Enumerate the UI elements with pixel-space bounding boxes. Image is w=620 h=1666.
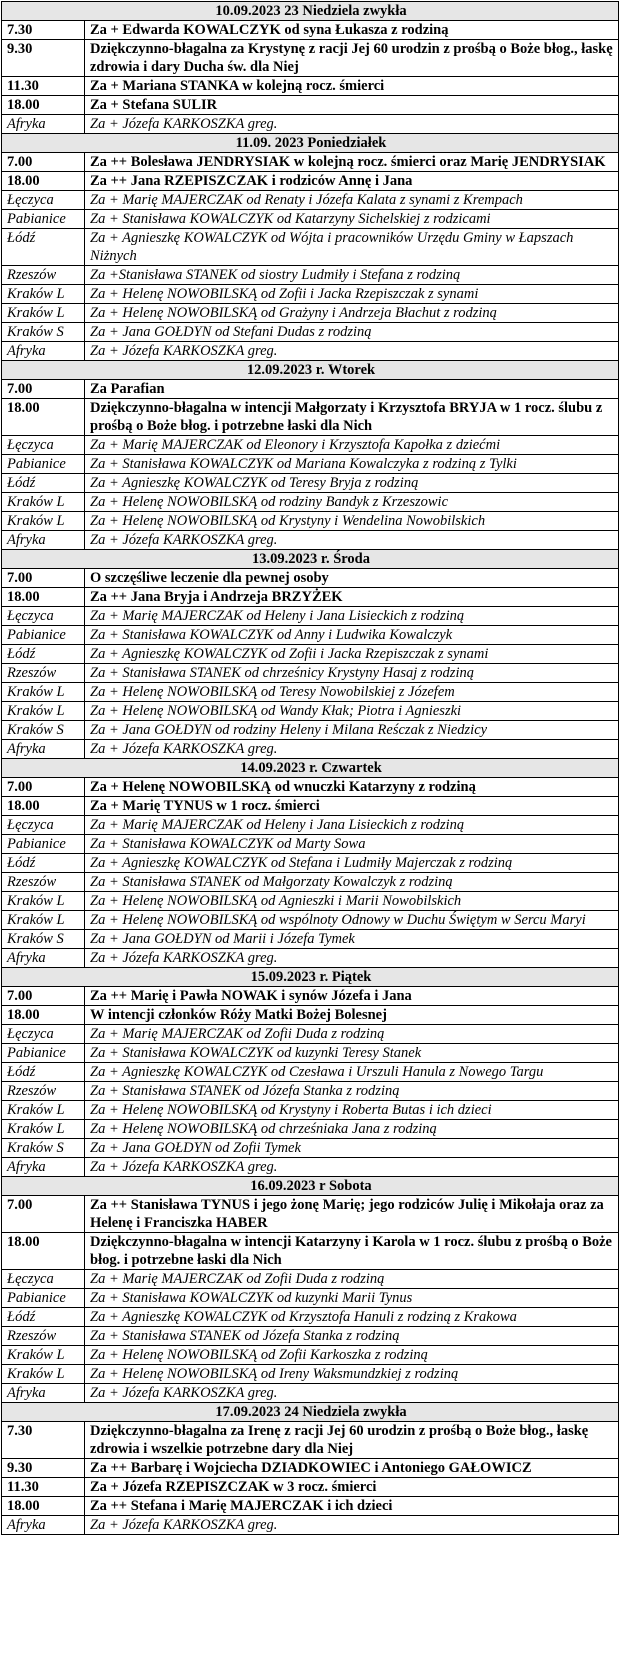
intention-text: Za + Jana GOŁDYN od Zofii Tymek (85, 1139, 619, 1158)
location-label: Kraków L (2, 702, 85, 721)
location-label: Rzeszów (2, 266, 85, 285)
intention-text: Dziękczynno-błagalna za Krystynę z racji Jej 60 urodzin z prośbą o Boże błog., łaskę zdrowia i dary Ducha św. dla Niej (85, 40, 619, 77)
day-header: 13.09.2023 r. Środa (2, 550, 619, 569)
location-label: Łęczyca (2, 1270, 85, 1289)
intention-text: Za + Agnieszkę KOWALCZYK od Zofii i Jacka Rzepiszczak z synami (85, 645, 619, 664)
location-label: Łęczyca (2, 607, 85, 626)
external-intention-row (2, 854, 619, 873)
external-intention-row (2, 664, 619, 683)
intention-text: Za + Helenę NOWOBILSKĄ od wnuczki Katarzyny z rodziną (85, 778, 619, 797)
location-label: Afryka (2, 949, 85, 968)
location-label: Kraków S (2, 323, 85, 342)
external-intention-row (2, 1063, 619, 1082)
mass-intention-row (2, 380, 619, 399)
external-intention-row (2, 191, 619, 210)
intention-text: Za + Agnieszkę KOWALCZYK od Teresy Bryja z rodziną (85, 474, 619, 493)
external-intention-row (2, 892, 619, 911)
day-header-row (2, 361, 619, 380)
external-intention-row (2, 607, 619, 626)
location-label: Kraków L (2, 512, 85, 531)
external-intention-row (2, 474, 619, 493)
intention-text: Za + Józefa KARKOSZKA greg. (85, 531, 619, 550)
intention-text: Za + Helenę NOWOBILSKĄ od rodziny Bandyk z Krzeszowic (85, 493, 619, 512)
mass-intention-row (2, 1478, 619, 1497)
location-label: Kraków L (2, 304, 85, 323)
location-label: Kraków L (2, 683, 85, 702)
day-header: 12.09.2023 r. Wtorek (2, 361, 619, 380)
intention-text: Za + Stanisława STANEK od chrześnicy Krystyny Hasaj z rodziną (85, 664, 619, 683)
location-label: Kraków L (2, 911, 85, 930)
day-header: 14.09.2023 r. Czwartek (2, 759, 619, 778)
external-intention-row (2, 835, 619, 854)
intention-text: Za + Helenę NOWOBILSKĄ od Grażyny i Andrzeja Błachut z rodziną (85, 304, 619, 323)
mass-time: 18.00 (2, 588, 85, 607)
mass-time: 18.00 (2, 1497, 85, 1516)
mass-intention-row (2, 96, 619, 115)
location-label: Kraków L (2, 493, 85, 512)
external-intention-row (2, 304, 619, 323)
external-intention-row (2, 1289, 619, 1308)
intention-text: Za + Józefa KARKOSZKA greg. (85, 342, 619, 361)
mass-time: 18.00 (2, 172, 85, 191)
mass-intentions-body (2, 2, 619, 1535)
day-header-row (2, 968, 619, 987)
intention-text: Za + Marię MAJERCZAK od Heleny i Jana Lisieckich z rodziną (85, 816, 619, 835)
location-label: Rzeszów (2, 664, 85, 683)
intention-text: Za + Agnieszkę KOWALCZYK od Wójta i pracowników Urzędu Gminy w Łapszach Niżnych (85, 229, 619, 266)
intention-text: Za ++ Stefana i Marię MAJERCZAK i ich dzieci (85, 1497, 619, 1516)
location-label: Afryka (2, 1158, 85, 1177)
location-label: Pabianice (2, 455, 85, 474)
mass-time: 9.30 (2, 40, 85, 77)
location-label: Łódź (2, 645, 85, 664)
mass-intention-row (2, 569, 619, 588)
location-label: Afryka (2, 342, 85, 361)
external-intention-row (2, 1516, 619, 1535)
location-label: Pabianice (2, 210, 85, 229)
mass-intention-row (2, 40, 619, 77)
intention-text: Za + Józefa KARKOSZKA greg. (85, 949, 619, 968)
intention-text: Za + Stanisława KOWALCZYK od Mariana Kowalczyka z rodziną z Tylki (85, 455, 619, 474)
day-header-row (2, 1403, 619, 1422)
day-header: 15.09.2023 r. Piątek (2, 968, 619, 987)
day-header-row (2, 134, 619, 153)
external-intention-row (2, 1044, 619, 1063)
intention-text: Za + Agnieszkę KOWALCZYK od Stefana i Ludmiły Majerczak z rodziną (85, 854, 619, 873)
mass-time: 18.00 (2, 1006, 85, 1025)
intention-text: Za + Stanisława KOWALCZYK od Marty Sowa (85, 835, 619, 854)
external-intention-row (2, 1384, 619, 1403)
intention-text: Za + Helenę NOWOBILSKĄ od Krystyny i Wendelina Nowobilskich (85, 512, 619, 531)
location-label: Afryka (2, 115, 85, 134)
location-label: Łódź (2, 1308, 85, 1327)
location-label: Łęczyca (2, 436, 85, 455)
mass-time: 9.30 (2, 1459, 85, 1478)
external-intention-row (2, 1158, 619, 1177)
intention-text: Za + Stanisława STANEK od Małgorzaty Kowalczyk z rodziną (85, 873, 619, 892)
external-intention-row (2, 721, 619, 740)
location-label: Kraków L (2, 1120, 85, 1139)
mass-intention-row (2, 778, 619, 797)
mass-time: 18.00 (2, 96, 85, 115)
external-intention-row (2, 285, 619, 304)
mass-time: 18.00 (2, 399, 85, 436)
location-label: Afryka (2, 1516, 85, 1535)
intention-text: Za +Stanisława STANEK od siostry Ludmiły i Stefana z rodziną (85, 266, 619, 285)
mass-time: 18.00 (2, 797, 85, 816)
external-intention-row (2, 323, 619, 342)
day-header: 17.09.2023 24 Niedziela zwykła (2, 1403, 619, 1422)
external-intention-row (2, 645, 619, 664)
location-label: Pabianice (2, 835, 85, 854)
external-intention-row (2, 1101, 619, 1120)
location-label: Kraków L (2, 1365, 85, 1384)
intention-text: Za + Marię MAJERCZAK od Zofii Duda z rodziną (85, 1270, 619, 1289)
location-label: Łódź (2, 229, 85, 266)
intention-text: Za + Stanisława KOWALCZYK od kuzynki Teresy Stanek (85, 1044, 619, 1063)
location-label: Afryka (2, 531, 85, 550)
location-label: Łódź (2, 1063, 85, 1082)
intention-text: Za + Helenę NOWOBILSKĄ od chrześniaka Jana z rodziną (85, 1120, 619, 1139)
external-intention-row (2, 740, 619, 759)
mass-time: 11.30 (2, 1478, 85, 1497)
location-label: Rzeszów (2, 1082, 85, 1101)
day-header-row (2, 1177, 619, 1196)
intention-text: Za ++ Jana RZEPISZCZAK i rodziców Annę i Jana (85, 172, 619, 191)
location-label: Łęczyca (2, 1025, 85, 1044)
mass-time: 7.30 (2, 1422, 85, 1459)
intention-text: Za + Józefa KARKOSZKA greg. (85, 1516, 619, 1535)
location-label: Afryka (2, 1384, 85, 1403)
intention-text: Za + Stanisława STANEK od Józefa Stanka z rodziną (85, 1327, 619, 1346)
mass-intention-row (2, 399, 619, 436)
intention-text: Za + Helenę NOWOBILSKĄ od Zofii i Jacka Rzepiszczak z synami (85, 285, 619, 304)
intention-text: Za + Marię MAJERCZAK od Renaty i Józefa Kalata z synami z Krempach (85, 191, 619, 210)
external-intention-row (2, 1025, 619, 1044)
location-label: Kraków L (2, 1101, 85, 1120)
intention-text: Za + Helenę NOWOBILSKĄ od Ireny Waksmundzkiej z rodziną (85, 1365, 619, 1384)
intention-text: Za + Józefa KARKOSZKA greg. (85, 740, 619, 759)
intention-text: Za + Stanisława KOWALCZYK od Katarzyny Sichelskiej z rodzicami (85, 210, 619, 229)
external-intention-row (2, 531, 619, 550)
intention-text: Za + Helenę NOWOBILSKĄ od Krystyny i Roberta Butas i ich dzieci (85, 1101, 619, 1120)
day-header: 10.09.2023 23 Niedziela zwykła (2, 2, 619, 21)
location-label: Kraków L (2, 285, 85, 304)
external-intention-row (2, 1270, 619, 1289)
external-intention-row (2, 1346, 619, 1365)
mass-intention-row (2, 21, 619, 40)
external-intention-row (2, 229, 619, 266)
intention-text: Za + Józefa KARKOSZKA greg. (85, 1384, 619, 1403)
external-intention-row (2, 1327, 619, 1346)
external-intention-row (2, 512, 619, 531)
intention-text: Za Parafian (85, 380, 619, 399)
intention-text: Za + Helenę NOWOBILSKĄ od Agnieszki i Marii Nowobilskich (85, 892, 619, 911)
mass-intention-row (2, 77, 619, 96)
mass-intention-row (2, 1196, 619, 1233)
external-intention-row (2, 930, 619, 949)
day-header-row (2, 550, 619, 569)
external-intention-row (2, 1365, 619, 1384)
location-label: Kraków L (2, 1346, 85, 1365)
intention-text: Za ++ Marię i Pawła NOWAK i synów Józefa i Jana (85, 987, 619, 1006)
external-intention-row (2, 949, 619, 968)
intention-text: Za + Marię MAJERCZAK od Zofii Duda z rodziną (85, 1025, 619, 1044)
mass-time: 7.30 (2, 21, 85, 40)
day-header: 16.09.2023 r Sobota (2, 1177, 619, 1196)
intention-text: O szczęśliwe leczenie dla pewnej osoby (85, 569, 619, 588)
external-intention-row (2, 1139, 619, 1158)
external-intention-row (2, 626, 619, 645)
location-label: Łódź (2, 854, 85, 873)
external-intention-row (2, 1120, 619, 1139)
day-header-row (2, 759, 619, 778)
intention-text: Za + Helenę NOWOBILSKĄ od Teresy Nowobilskiej z Józefem (85, 683, 619, 702)
external-intention-row (2, 266, 619, 285)
external-intention-row (2, 455, 619, 474)
mass-intention-row (2, 1006, 619, 1025)
external-intention-row (2, 1308, 619, 1327)
mass-time: 7.00 (2, 380, 85, 399)
mass-time: 7.00 (2, 778, 85, 797)
intention-text: Za + Marię TYNUS w 1 rocz. śmierci (85, 797, 619, 816)
intention-text: Za + Jana GOŁDYN od Stefani Dudas z rodziną (85, 323, 619, 342)
location-label: Łódź (2, 474, 85, 493)
location-label: Pabianice (2, 1289, 85, 1308)
mass-time: 18.00 (2, 1233, 85, 1270)
intention-text: Za + Józefa KARKOSZKA greg. (85, 1158, 619, 1177)
intention-text: Za + Edwarda KOWALCZYK od syna Łukasza z rodziną (85, 21, 619, 40)
intention-text: Dziękczynno-błagalna w intencji Małgorzaty i Krzysztofa BRYJA w 1 rocz. ślubu z prośbą o Boże błog. i potrzebne łaski dla Nich (85, 399, 619, 436)
mass-intention-row (2, 1497, 619, 1516)
external-intention-row (2, 115, 619, 134)
intention-text: Za + Stanisława STANEK od Józefa Stanka z rodziną (85, 1082, 619, 1101)
external-intention-row (2, 1082, 619, 1101)
mass-intention-row (2, 172, 619, 191)
external-intention-row (2, 342, 619, 361)
external-intention-row (2, 493, 619, 512)
intention-text: Za + Stefana SULIR (85, 96, 619, 115)
intention-text: Za + Marię MAJERCZAK od Eleonory i Krzysztofa Kapołka z dziećmi (85, 436, 619, 455)
external-intention-row (2, 911, 619, 930)
intention-text: Za + Marię MAJERCZAK od Heleny i Jana Lisieckich z rodziną (85, 607, 619, 626)
mass-intention-row (2, 1233, 619, 1270)
external-intention-row (2, 436, 619, 455)
intention-text: Za ++ Jana Bryja i Andrzeja BRZYŻEK (85, 588, 619, 607)
intention-text: Za + Agnieszkę KOWALCZYK od Krzysztofa Hanuli z rodziną z Krakowa (85, 1308, 619, 1327)
location-label: Rzeszów (2, 1327, 85, 1346)
mass-intention-row (2, 987, 619, 1006)
mass-intention-row (2, 1459, 619, 1478)
location-label: Kraków S (2, 1139, 85, 1158)
location-label: Afryka (2, 740, 85, 759)
mass-intention-row (2, 153, 619, 172)
intention-text: Dziękczynno-błagalna w intencji Katarzyny i Karola w 1 rocz. ślubu z prośbą o Boże błog. i potrzebne łaski dla Nich (85, 1233, 619, 1270)
intention-text: Za ++ Stanisława TYNUS i jego żonę Marię; jego rodziców Julię i Mikołaja oraz za Helenę i Franciszka HABER (85, 1196, 619, 1233)
mass-time: 7.00 (2, 1196, 85, 1233)
intention-text: Za + Józefa KARKOSZKA greg. (85, 115, 619, 134)
location-label: Kraków S (2, 930, 85, 949)
intention-text: W intencji członków Róży Matki Bożej Bolesnej (85, 1006, 619, 1025)
mass-intention-row (2, 797, 619, 816)
intention-text: Za + Jana GOŁDYN od rodziny Heleny i Milana Reśczak z Niedzicy (85, 721, 619, 740)
mass-time: 7.00 (2, 153, 85, 172)
intention-text: Za + Agnieszkę KOWALCZYK od Czesława i Urszuli Hanula z Nowego Targu (85, 1063, 619, 1082)
location-label: Kraków L (2, 892, 85, 911)
intention-text: Za ++ Bolesława JENDRYSIAK w kolejną rocz. śmierci oraz Marię JENDRYSIAK (85, 153, 619, 172)
location-label: Rzeszów (2, 873, 85, 892)
intention-text: Za + Helenę NOWOBILSKĄ od wspólnoty Odnowy w Duchu Świętym w Sercu Maryi (85, 911, 619, 930)
location-label: Kraków S (2, 721, 85, 740)
mass-intention-row (2, 1422, 619, 1459)
external-intention-row (2, 210, 619, 229)
day-header: 11.09. 2023 Poniedziałek (2, 134, 619, 153)
external-intention-row (2, 816, 619, 835)
mass-time: 7.00 (2, 987, 85, 1006)
mass-time: 11.30 (2, 77, 85, 96)
mass-intentions-table (1, 1, 619, 1535)
intention-text: Za + Jana GOŁDYN od Marii i Józefa Tymek (85, 930, 619, 949)
intention-text: Za + Stanisława KOWALCZYK od kuzynki Marii Tynus (85, 1289, 619, 1308)
intention-text: Za + Stanisława KOWALCZYK od Anny i Ludwika Kowalczyk (85, 626, 619, 645)
location-label: Pabianice (2, 626, 85, 645)
intention-text: Za ++ Barbarę i Wojciecha DZIADKOWIEC i Antoniego GAŁOWICZ (85, 1459, 619, 1478)
intention-text: Dziękczynno-błagalna za Irenę z racji Jej 60 urodzin z prośbą o Boże błog., łaskę zdrowia i wszelkie potrzebne dary dla Niej (85, 1422, 619, 1459)
location-label: Łęczyca (2, 191, 85, 210)
intention-text: Za + Helenę NOWOBILSKĄ od Wandy Kłak; Piotra i Agnieszki (85, 702, 619, 721)
external-intention-row (2, 873, 619, 892)
day-header-row (2, 2, 619, 21)
mass-intention-row (2, 588, 619, 607)
location-label: Łęczyca (2, 816, 85, 835)
external-intention-row (2, 702, 619, 721)
location-label: Pabianice (2, 1044, 85, 1063)
external-intention-row (2, 683, 619, 702)
mass-time: 7.00 (2, 569, 85, 588)
intention-text: Za + Helenę NOWOBILSKĄ od Zofii Karkoszka z rodziną (85, 1346, 619, 1365)
intention-text: Za + Mariana STANKA w kolejną rocz. śmierci (85, 77, 619, 96)
intention-text: Za + Józefa RZEPISZCZAK w 3 rocz. śmierci (85, 1478, 619, 1497)
